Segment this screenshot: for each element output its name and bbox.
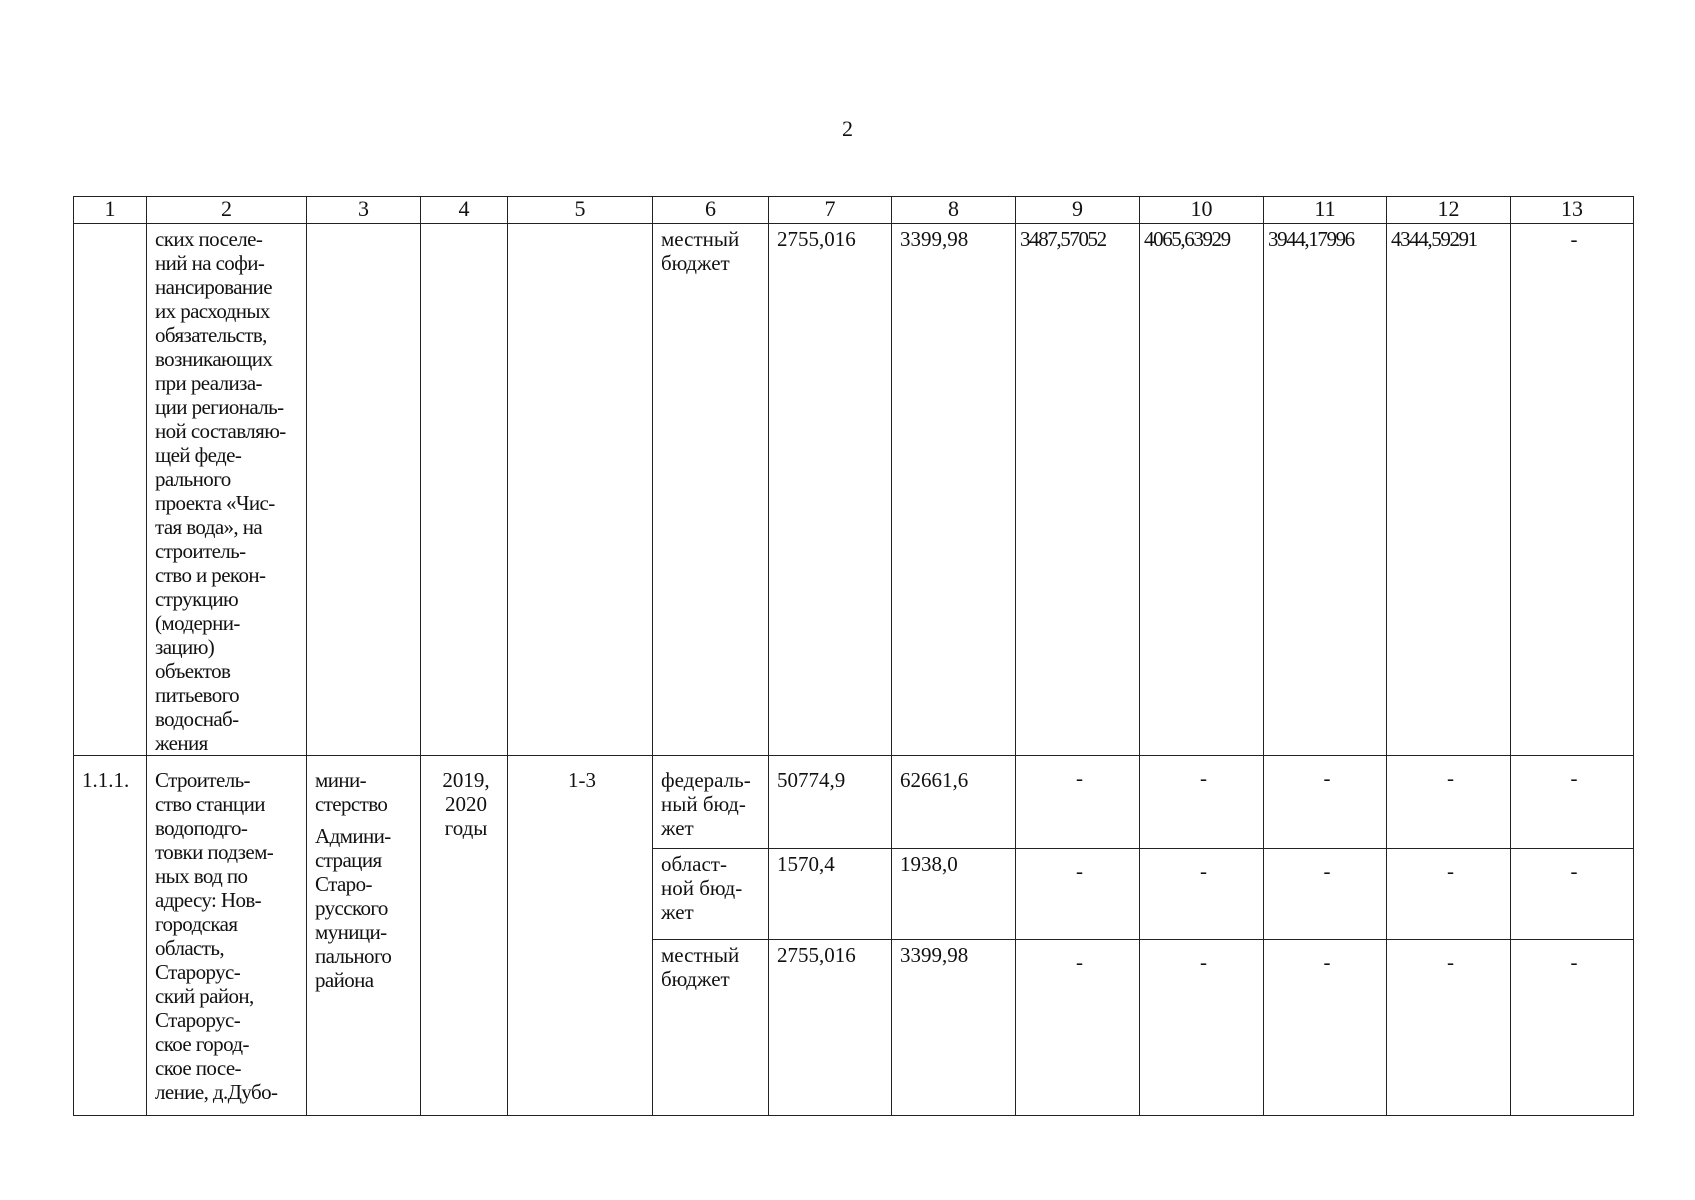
executor-cell (307, 224, 421, 756)
measure-name-cell: ских поселе- ний на софи- нансирование их расходных обязательств, возникающих при реализа- ции региональ- ной составляю- щей феде- рального проекта «Чис- тая вода», на строитель- ство и рекон- струкцию (модерни- зацию) объектов питьевого водоснаб- жения (147, 224, 307, 756)
value-cell: - (1511, 940, 1634, 1116)
value-cell: 3487,57052 (1016, 224, 1140, 756)
funding-source-cell: местный бюджет (653, 224, 769, 756)
item-executor-cell (307, 756, 421, 1116)
value-cell: 1938,0 (892, 849, 1016, 940)
column-header: 9 (1016, 197, 1140, 224)
column-header: 7 (769, 197, 892, 224)
item-years-cell: 2019, 2020 годы (421, 756, 508, 1116)
budget-table (73, 196, 1634, 1116)
table-row (74, 224, 1634, 756)
value-cell: - (1511, 756, 1634, 849)
column-header: 6 (653, 197, 769, 224)
value-cell: - (1140, 940, 1264, 1116)
value-cell: - (1387, 940, 1511, 1116)
value-cell: - (1264, 756, 1387, 849)
value-cell: - (1140, 756, 1264, 849)
value-cell: - (1387, 756, 1511, 849)
executor-ministry: мини- стерство (315, 768, 388, 816)
column-header: 3 (307, 197, 421, 224)
value-cell: - (1387, 849, 1511, 940)
value-cell: 1570,4 (769, 849, 892, 940)
value-cell: - (1511, 224, 1634, 756)
page-number: 2 (842, 116, 853, 141)
item-number-cell: 1.1.1. (74, 756, 147, 1116)
column-header: 12 (1387, 197, 1511, 224)
item-goals-cell: 1-3 (508, 756, 653, 1116)
value-cell: 4344,59291 (1387, 224, 1511, 756)
value-cell: - (1016, 940, 1140, 1116)
value-cell: - (1140, 849, 1264, 940)
column-header-row (74, 197, 1634, 224)
value-cell: 3399,98 (892, 940, 1016, 1116)
value-cell: - (1511, 849, 1634, 940)
column-header: 5 (508, 197, 653, 224)
column-header: 11 (1264, 197, 1387, 224)
goal-cell (508, 224, 653, 756)
value-cell: 62661,6 (892, 756, 1016, 849)
column-header: 8 (892, 197, 1016, 224)
spacer (315, 816, 416, 824)
value-cell: 2755,016 (769, 940, 892, 1116)
item-name-cell: Строитель- ство станции водоподго- товки подзем- ных вод по адресу: Нов- городская область, Старорус- ский район, Старорус- ское город- ское посе- ление, д.Дубо- (147, 756, 307, 1116)
funding-source-cell: област- ной бюд- жет (653, 849, 769, 940)
value-cell: - (1016, 756, 1140, 849)
row-number-cell (74, 224, 147, 756)
value-cell: - (1264, 849, 1387, 940)
value-cell: 2755,016 (769, 224, 892, 756)
value-cell: - (1264, 940, 1387, 1116)
executor-administration: Админи- страция Старо- русского муници- пального района (315, 824, 392, 992)
column-header: 1 (74, 197, 147, 224)
table-row (74, 756, 1634, 849)
column-header: 2 (147, 197, 307, 224)
value-cell: 4065,63929 (1140, 224, 1264, 756)
column-header: 13 (1511, 197, 1634, 224)
funding-source-cell: федераль- ный бюд- жет (653, 756, 769, 849)
value-cell: 3399,98 (892, 224, 1016, 756)
column-header: 10 (1140, 197, 1264, 224)
period-cell (421, 224, 508, 756)
funding-source-cell: местный бюджет (653, 940, 769, 1116)
value-cell: 50774,9 (769, 756, 892, 849)
value-cell: 3944,17996 (1264, 224, 1387, 756)
value-cell: - (1016, 849, 1140, 940)
column-header: 4 (421, 197, 508, 224)
